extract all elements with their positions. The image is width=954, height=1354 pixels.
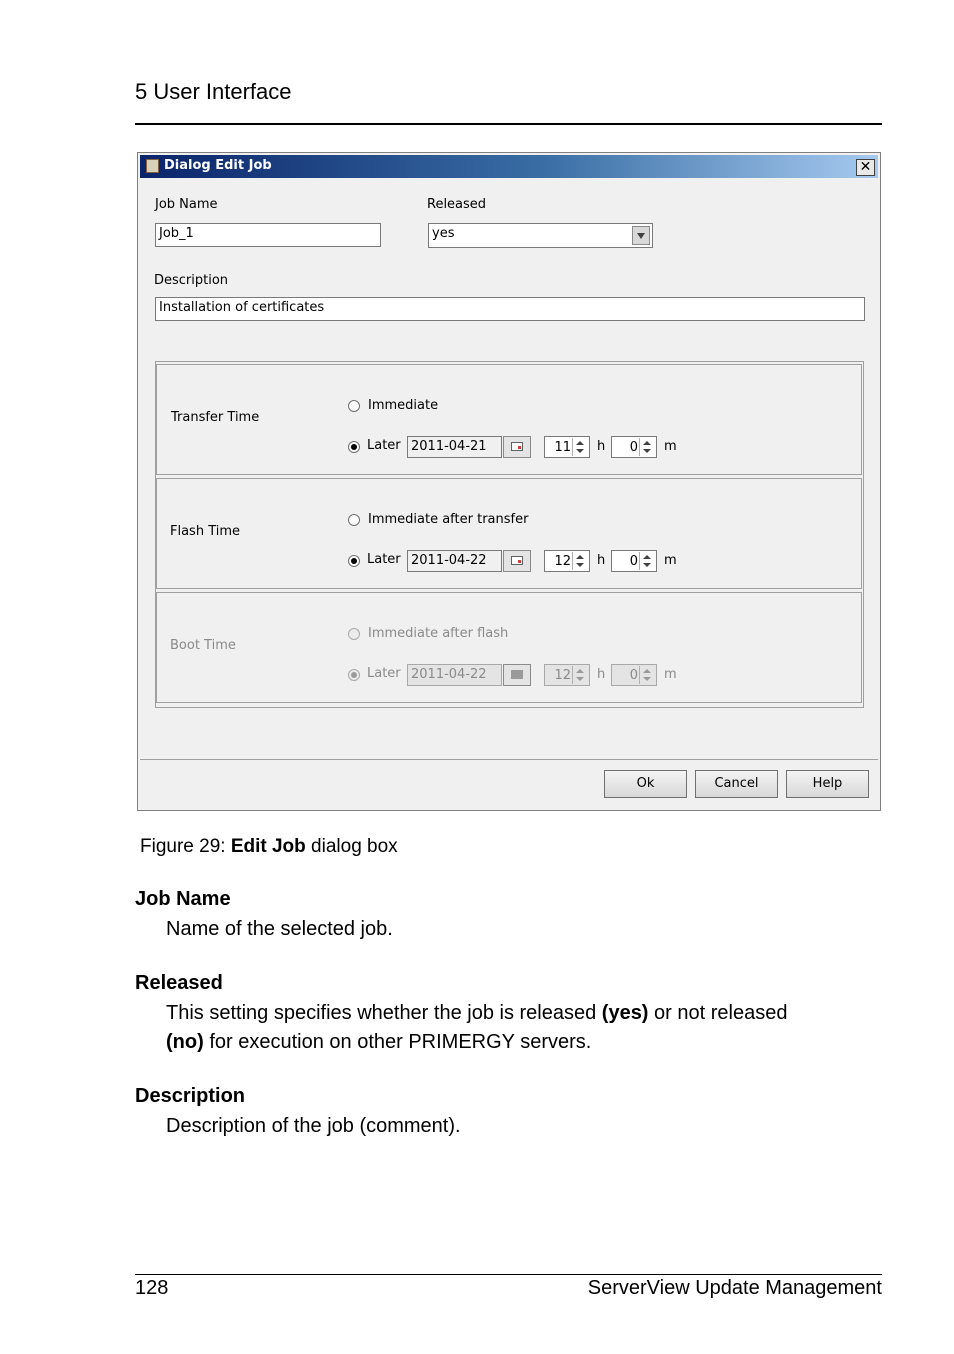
figure-caption <box>140 836 398 858</box>
transfer-minute-value: 0 <box>629 440 638 455</box>
released-text-2: or not released <box>648 1002 788 1024</box>
footer-title: ServerView Update Management <box>587 1277 882 1299</box>
flash-minute-value: 0 <box>629 554 638 569</box>
caption-suffix: dialog box <box>305 836 398 857</box>
close-button[interactable]: ✕ <box>856 159 875 176</box>
transfer-immediate-label: Immediate <box>368 398 439 413</box>
dialog-title: Dialog Edit Job <box>164 158 272 173</box>
boot-immediate-radio <box>348 628 360 640</box>
minutes-unit: m <box>664 667 677 682</box>
spinner-arrows-icon[interactable] <box>639 438 655 456</box>
spinner-arrows-icon <box>572 666 588 684</box>
transfer-time-label: Transfer Time <box>171 410 260 425</box>
dialog-titlebar <box>140 155 878 178</box>
boot-hour-spinner <box>544 664 590 686</box>
boot-time-label: Boot Time <box>170 638 236 653</box>
calendar-icon[interactable] <box>503 550 531 572</box>
transfer-time-group <box>156 364 862 475</box>
cancel-button[interactable]: Cancel <box>695 770 778 798</box>
flash-hour-value: 12 <box>554 554 571 569</box>
spinner-arrows-icon <box>639 666 655 684</box>
boot-time-group <box>156 592 862 703</box>
minutes-unit: m <box>664 553 677 568</box>
help-button[interactable]: Help <box>786 770 869 798</box>
released-text-1: This setting specifies whether the job is released <box>166 1002 602 1024</box>
spinner-arrows-icon[interactable] <box>572 438 588 456</box>
released-label: Released <box>427 197 487 212</box>
released-select[interactable] <box>428 223 653 248</box>
flash-later-label: Later <box>367 552 401 567</box>
spinner-arrows-icon[interactable] <box>639 552 655 570</box>
ok-button[interactable]: Ok <box>604 770 687 798</box>
boot-minute-spinner <box>611 664 657 686</box>
flash-date-field[interactable]: 2011-04-22 <box>407 550 502 572</box>
job-name-label: Job Name <box>155 197 218 212</box>
hours-unit: h <box>597 553 606 568</box>
term-released: Released <box>135 972 223 994</box>
transfer-date-field[interactable]: 2011-04-21 <box>407 436 502 458</box>
section-header: 5 User Interface <box>135 79 292 104</box>
released-value: yes <box>432 226 455 241</box>
calendar-icon[interactable] <box>503 436 531 458</box>
released-text-3: for execution on other PRIMERGY servers. <box>203 1031 592 1053</box>
flash-later-radio[interactable] <box>348 555 360 567</box>
transfer-later-radio[interactable] <box>348 441 360 453</box>
flash-time-label: Flash Time <box>170 524 241 539</box>
term-job-name: Job Name <box>135 888 231 910</box>
transfer-minute-spinner[interactable] <box>611 436 657 458</box>
flash-hour-spinner[interactable] <box>544 550 590 572</box>
page-number: 128 <box>135 1277 169 1299</box>
definition-description: Description of the job (comment). <box>166 1115 461 1137</box>
job-name-input[interactable]: Job_1 <box>155 223 381 247</box>
transfer-immediate-radio[interactable] <box>348 400 360 412</box>
flash-immediate-label: Immediate after transfer <box>368 512 529 527</box>
minutes-unit: m <box>664 439 677 454</box>
edit-job-dialog <box>137 152 881 811</box>
calendar-icon <box>503 664 531 686</box>
transfer-hour-value: 11 <box>554 440 571 455</box>
header-rule <box>135 123 882 125</box>
spinner-arrows-icon[interactable] <box>572 552 588 570</box>
flash-time-group <box>156 478 862 589</box>
transfer-later-label: Later <box>367 438 401 453</box>
hours-unit: h <box>597 439 606 454</box>
description-label: Description <box>154 273 229 288</box>
boot-later-label: Later <box>367 666 401 681</box>
boot-minute-value: 0 <box>629 668 638 683</box>
boot-immediate-label: Immediate after flash <box>368 626 509 641</box>
caption-bold: Edit Job <box>230 836 306 857</box>
flash-immediate-radio[interactable] <box>348 514 360 526</box>
definition-job-name: Name of the selected job. <box>166 918 393 940</box>
released-no: (no) <box>166 1031 204 1053</box>
footer-rule <box>135 1274 882 1275</box>
boot-later-radio <box>348 669 360 681</box>
boot-hour-value: 12 <box>554 668 571 683</box>
definition-released <box>166 999 866 1057</box>
hours-unit: h <box>597 667 606 682</box>
term-description: Description <box>135 1085 246 1107</box>
transfer-hour-spinner[interactable] <box>544 436 590 458</box>
flash-minute-spinner[interactable] <box>611 550 657 572</box>
java-app-icon <box>146 159 159 173</box>
description-input[interactable]: Installation of certificates <box>155 297 865 321</box>
boot-date-field: 2011-04-22 <box>407 664 502 686</box>
released-yes: (yes) <box>601 1002 649 1024</box>
dialog-footer-divider <box>140 759 878 760</box>
chevron-down-icon[interactable] <box>632 226 650 245</box>
caption-prefix: Figure 29: <box>140 836 231 857</box>
